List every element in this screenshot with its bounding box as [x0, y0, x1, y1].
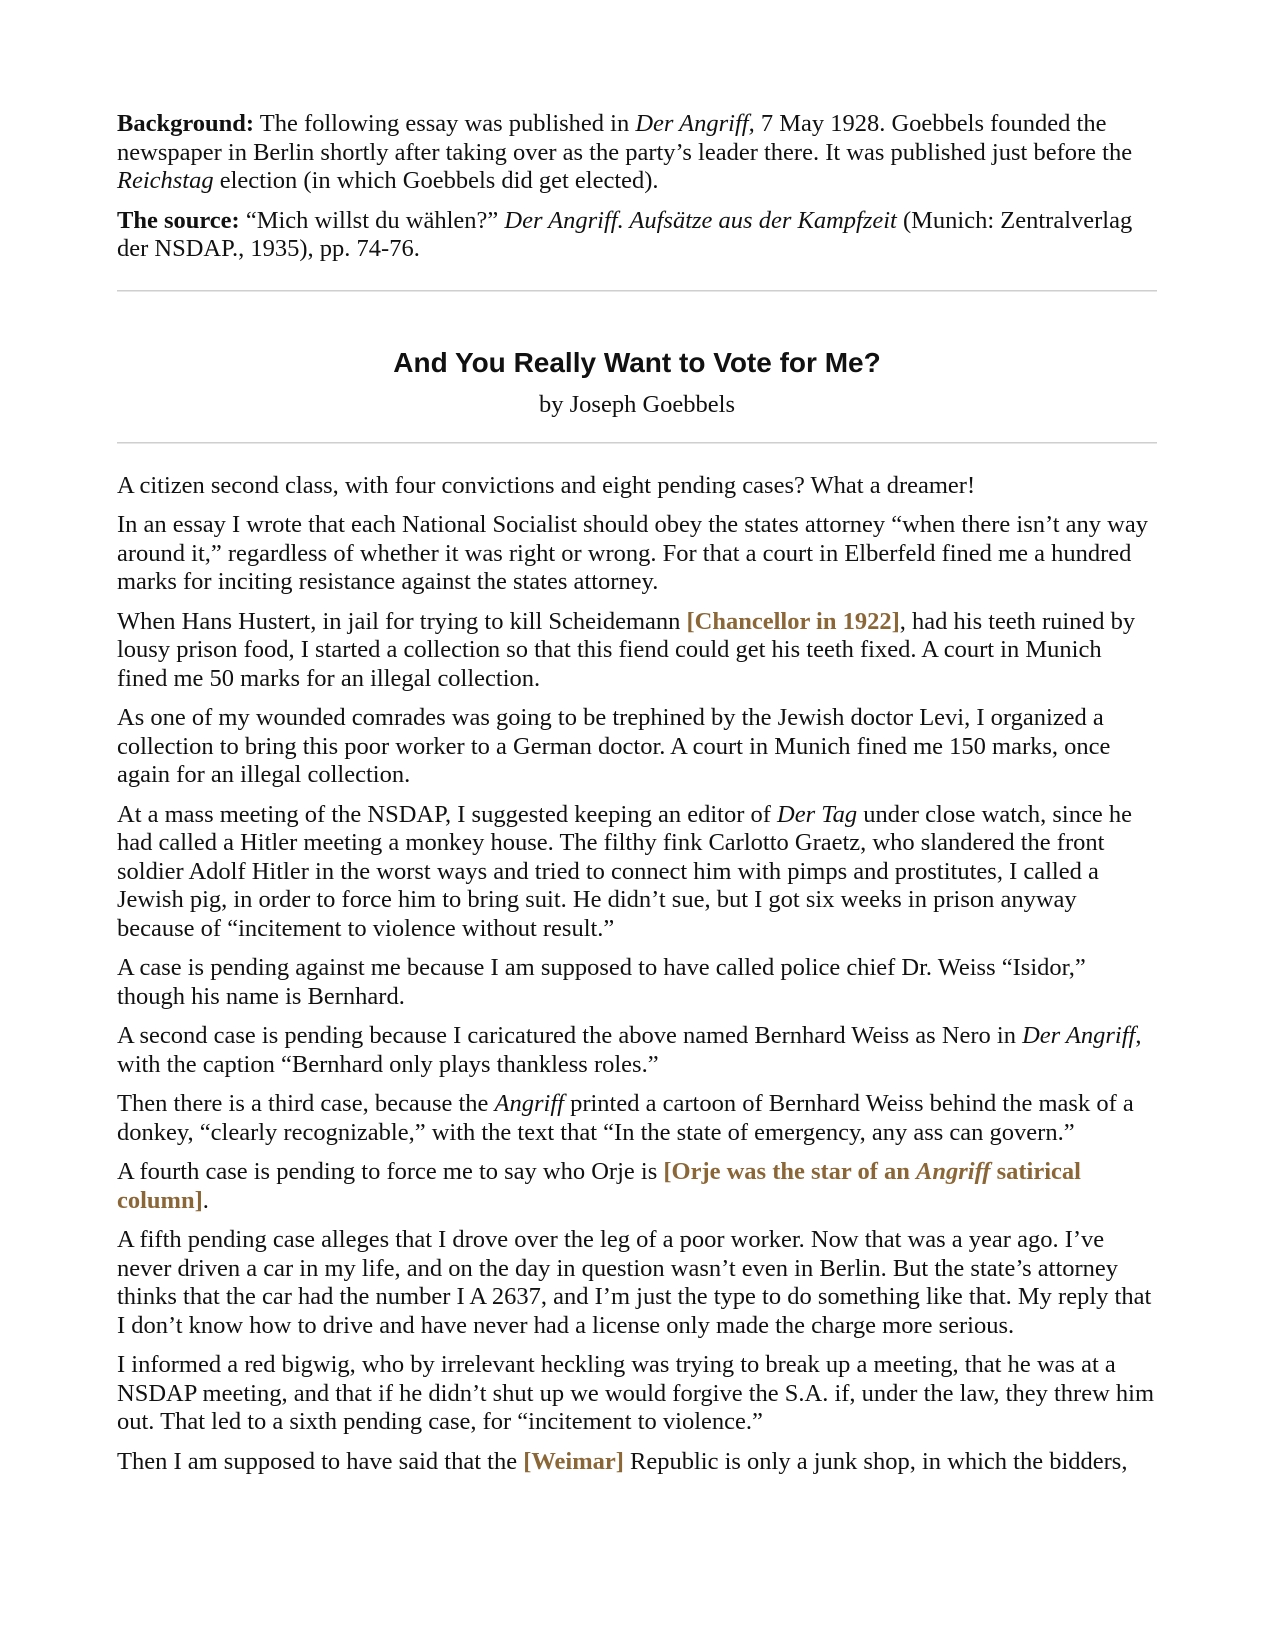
divider: [117, 290, 1157, 292]
paragraph: Then there is a third case, because the Angriff printed a cartoon of Bernhard Weiss behind the mask of a donkey, “clearly recognizable,” with the text that “In the state of emergency, any ass can govern.”: [117, 1090, 1134, 1146]
paragraph: In an essay I wrote that each National Socialist should obey the states attorney “when there isn’t any way around it,” regardless of whether it was right or wrong. For that a court in Elberfeld fined me a hundred marks for inciting resistance against the states attorney.: [117, 511, 1148, 595]
paragraph: At a mass meeting of the NSDAP, I suggested keeping an editor of Der Tag under close watch, since he had called a Hitler meeting a monkey house. The filthy fink Carlotto Graetz, who slandered the front soldier Adolf Hitler in the worst ways and tried to connect him with pimps and prostitutes, I called a Jewish pig, in order to force him to bring suit. He didn’t sue, but I got six weeks in prison anyway because of “incitement to violence without result.”: [117, 800, 1132, 942]
article-title: And You Really Want to Vote for Me?: [393, 346, 881, 378]
source-label: The source:: [117, 206, 240, 234]
paragraph: As one of my wounded comrades was going to be trephined by the Jewish doctor Levi, I organized a collection to bring this poor worker to a German doctor. A court in Munich fined me 150 marks, once again for an illegal collection.: [117, 704, 1111, 788]
background-paragraph: Background: The following essay was published in Der Angriff, 7 May 1928. Goebbels founded the newspaper in Berlin shortly after taking over as the party’s leader there. It was published just before the Reichstag election (in which Goebbels did get elected).: [117, 110, 1133, 194]
editorial-note: [Orje was the star of an Angriff satirical column]: [117, 1158, 1081, 1214]
paragraph: A fifth pending case alleges that I drove over the leg of a poor worker. Now that was a year ago. I’ve never driven a car in my life, and on the day in question wasn’t even in Berlin. But the state’s attorney thinks that the car had the number I A 2637, and I’m just the type to do something like that. My reply that I don’t know how to drive and have never had a license only made the charge more serious.: [117, 1226, 1152, 1339]
source-paragraph: The source: “Mich willst du wählen?” Der Angriff. Aufsätze aus der Kampfzeit (Munich: Zentralverlag der NSDAP., 1935), pp. 74-76.: [117, 206, 1133, 262]
article-body: [117, 472, 1157, 1477]
divider: [117, 442, 1157, 444]
paragraph: When Hans Hustert, in jail for trying to kill Scheidemann [Chancellor in 1922], had his teeth ruined by lousy prison food, I started a collection so that this fiend could get his teeth fixed. A court in Munich fined me 50 marks for an illegal collection.: [117, 607, 1136, 692]
source-book-title: Der Angriff. Aufsätze aus der Kampfzeit: [504, 206, 897, 234]
paragraph: A case is pending against me because I am supposed to have called police chief Dr. Weiss “Isidor,” though his name is Bernhard.: [117, 954, 1086, 1010]
paragraph: A citizen second class, with four convictions and eight pending cases? What a dreamer!: [117, 471, 976, 499]
paragraph: A second case is pending because I caricatured the above named Bernhard Weiss as Nero in Der Angriff, with the caption “Bernhard only plays thankless roles.”: [117, 1022, 1142, 1078]
document-page: [117, 110, 1157, 1487]
paragraph: A fourth case is pending to force me to say who Orje is [Orje was the star of an Angriff satirical column].: [117, 1158, 1081, 1214]
paragraph: Then I am supposed to have said that the [Weimar] Republic is only a junk shop, in which the bidders,: [117, 1447, 1128, 1475]
article-byline: by Joseph Goebbels: [539, 390, 735, 418]
paragraph: I informed a red bigwig, who by irrelevant heckling was trying to break up a meeting, that he was at a NSDAP meeting, and that if he didn’t shut up we would forgive the S.A. if, under the law, they threw him out. That led to a sixth pending case, for “incitement to violence.”: [117, 1351, 1155, 1435]
editorial-note: [Weimar]: [523, 1447, 624, 1475]
publication-name: Der Angriff,: [635, 110, 755, 137]
editorial-note: [Chancellor in 1922]: [686, 607, 900, 635]
background-label: Background:: [117, 110, 255, 137]
